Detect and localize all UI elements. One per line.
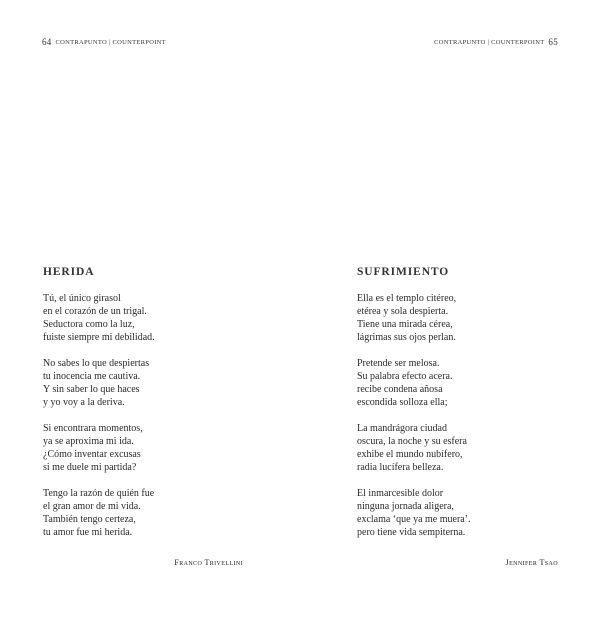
verse-line: el gran amor de mi vida. xyxy=(43,501,141,512)
verse-line: en el corazón de un trigal. xyxy=(43,306,147,317)
verse-line: fuiste siempre mi debilidad. xyxy=(43,332,155,343)
author-name: Jennifer Tsao xyxy=(505,558,558,567)
verse-line: exhibe el mundo nubífero, xyxy=(357,449,463,460)
verse-line: tu inocencia me cautiva. xyxy=(43,371,141,382)
verse-line: Tú, el único girasol xyxy=(43,293,121,304)
poem-body xyxy=(43,292,253,539)
page-number-right: 65 xyxy=(548,37,558,47)
stanza xyxy=(357,487,567,539)
stanza xyxy=(43,422,253,474)
verse-line: radia lucífera belleza. xyxy=(357,462,444,473)
verse-line: recibe condena añosa xyxy=(357,384,443,395)
verse-line: y yo voy a la deriva. xyxy=(43,397,125,408)
poem-herida xyxy=(43,266,253,552)
verse-line: Tiene una mirada cérea, xyxy=(357,319,453,330)
verse-line: tu amor fue mi herida. xyxy=(43,527,133,538)
running-head-text-left: CONTRAPUNTO | COUNTERPOINT xyxy=(55,39,166,46)
verse-line: No sabes lo que despiertas xyxy=(43,358,150,369)
stanza xyxy=(43,487,253,539)
verse-line: lágrimas sus ojos perlan. xyxy=(357,332,456,343)
stanza xyxy=(357,422,567,474)
verse-line: El inmarcesible dolor xyxy=(357,488,444,499)
verse-line: Su palabra efecto acera. xyxy=(357,371,453,382)
verse-line: oscura, la noche y su esfera xyxy=(357,436,467,447)
verse-line: etérea y sola despierta. xyxy=(357,306,449,317)
stanza xyxy=(43,357,253,409)
stanza xyxy=(357,292,567,344)
verse-line: Pretende ser melosa. xyxy=(357,358,440,369)
right-page xyxy=(300,0,600,628)
running-head-left xyxy=(42,37,166,47)
verse-line: escondida solloza ella; xyxy=(357,397,448,408)
poem-sufrimiento xyxy=(357,266,567,552)
verse-line: exclama ‘que ya me muera’. xyxy=(357,514,471,525)
verse-line: ninguna jornada aligera, xyxy=(357,501,454,512)
verse-line: ¿Cómo inventar excusas xyxy=(43,449,141,460)
running-head-right xyxy=(434,37,558,47)
verse-line: Ella es el templo citéreo, xyxy=(357,293,457,304)
verse-line: Si encontrara momentos, xyxy=(43,423,143,434)
stanza xyxy=(357,357,567,409)
verse-line: ya se aproxima mi ida. xyxy=(43,436,134,447)
verse-line: Y sin saber lo que haces xyxy=(43,384,140,395)
verse-line: Seductora como la luz, xyxy=(43,319,135,330)
verse-line: pero tiene vida sempiterna. xyxy=(357,527,466,538)
author-name: Franco Trivellini xyxy=(174,558,243,567)
verse-line: La mandrágora ciudad xyxy=(357,423,447,434)
poem-body xyxy=(357,292,567,539)
stanza xyxy=(43,292,253,344)
running-head-text-right: CONTRAPUNTO | COUNTERPOINT xyxy=(434,39,545,46)
page-number-left: 64 xyxy=(42,37,52,47)
verse-line: También tengo certeza, xyxy=(43,514,136,525)
poem-title: HERIDA xyxy=(43,266,95,278)
verse-line: si me duele mi partida? xyxy=(43,462,137,473)
verse-line: Tengo la razón de quién fue xyxy=(43,488,155,499)
poem-title: SUFRIMIENTO xyxy=(357,266,450,278)
